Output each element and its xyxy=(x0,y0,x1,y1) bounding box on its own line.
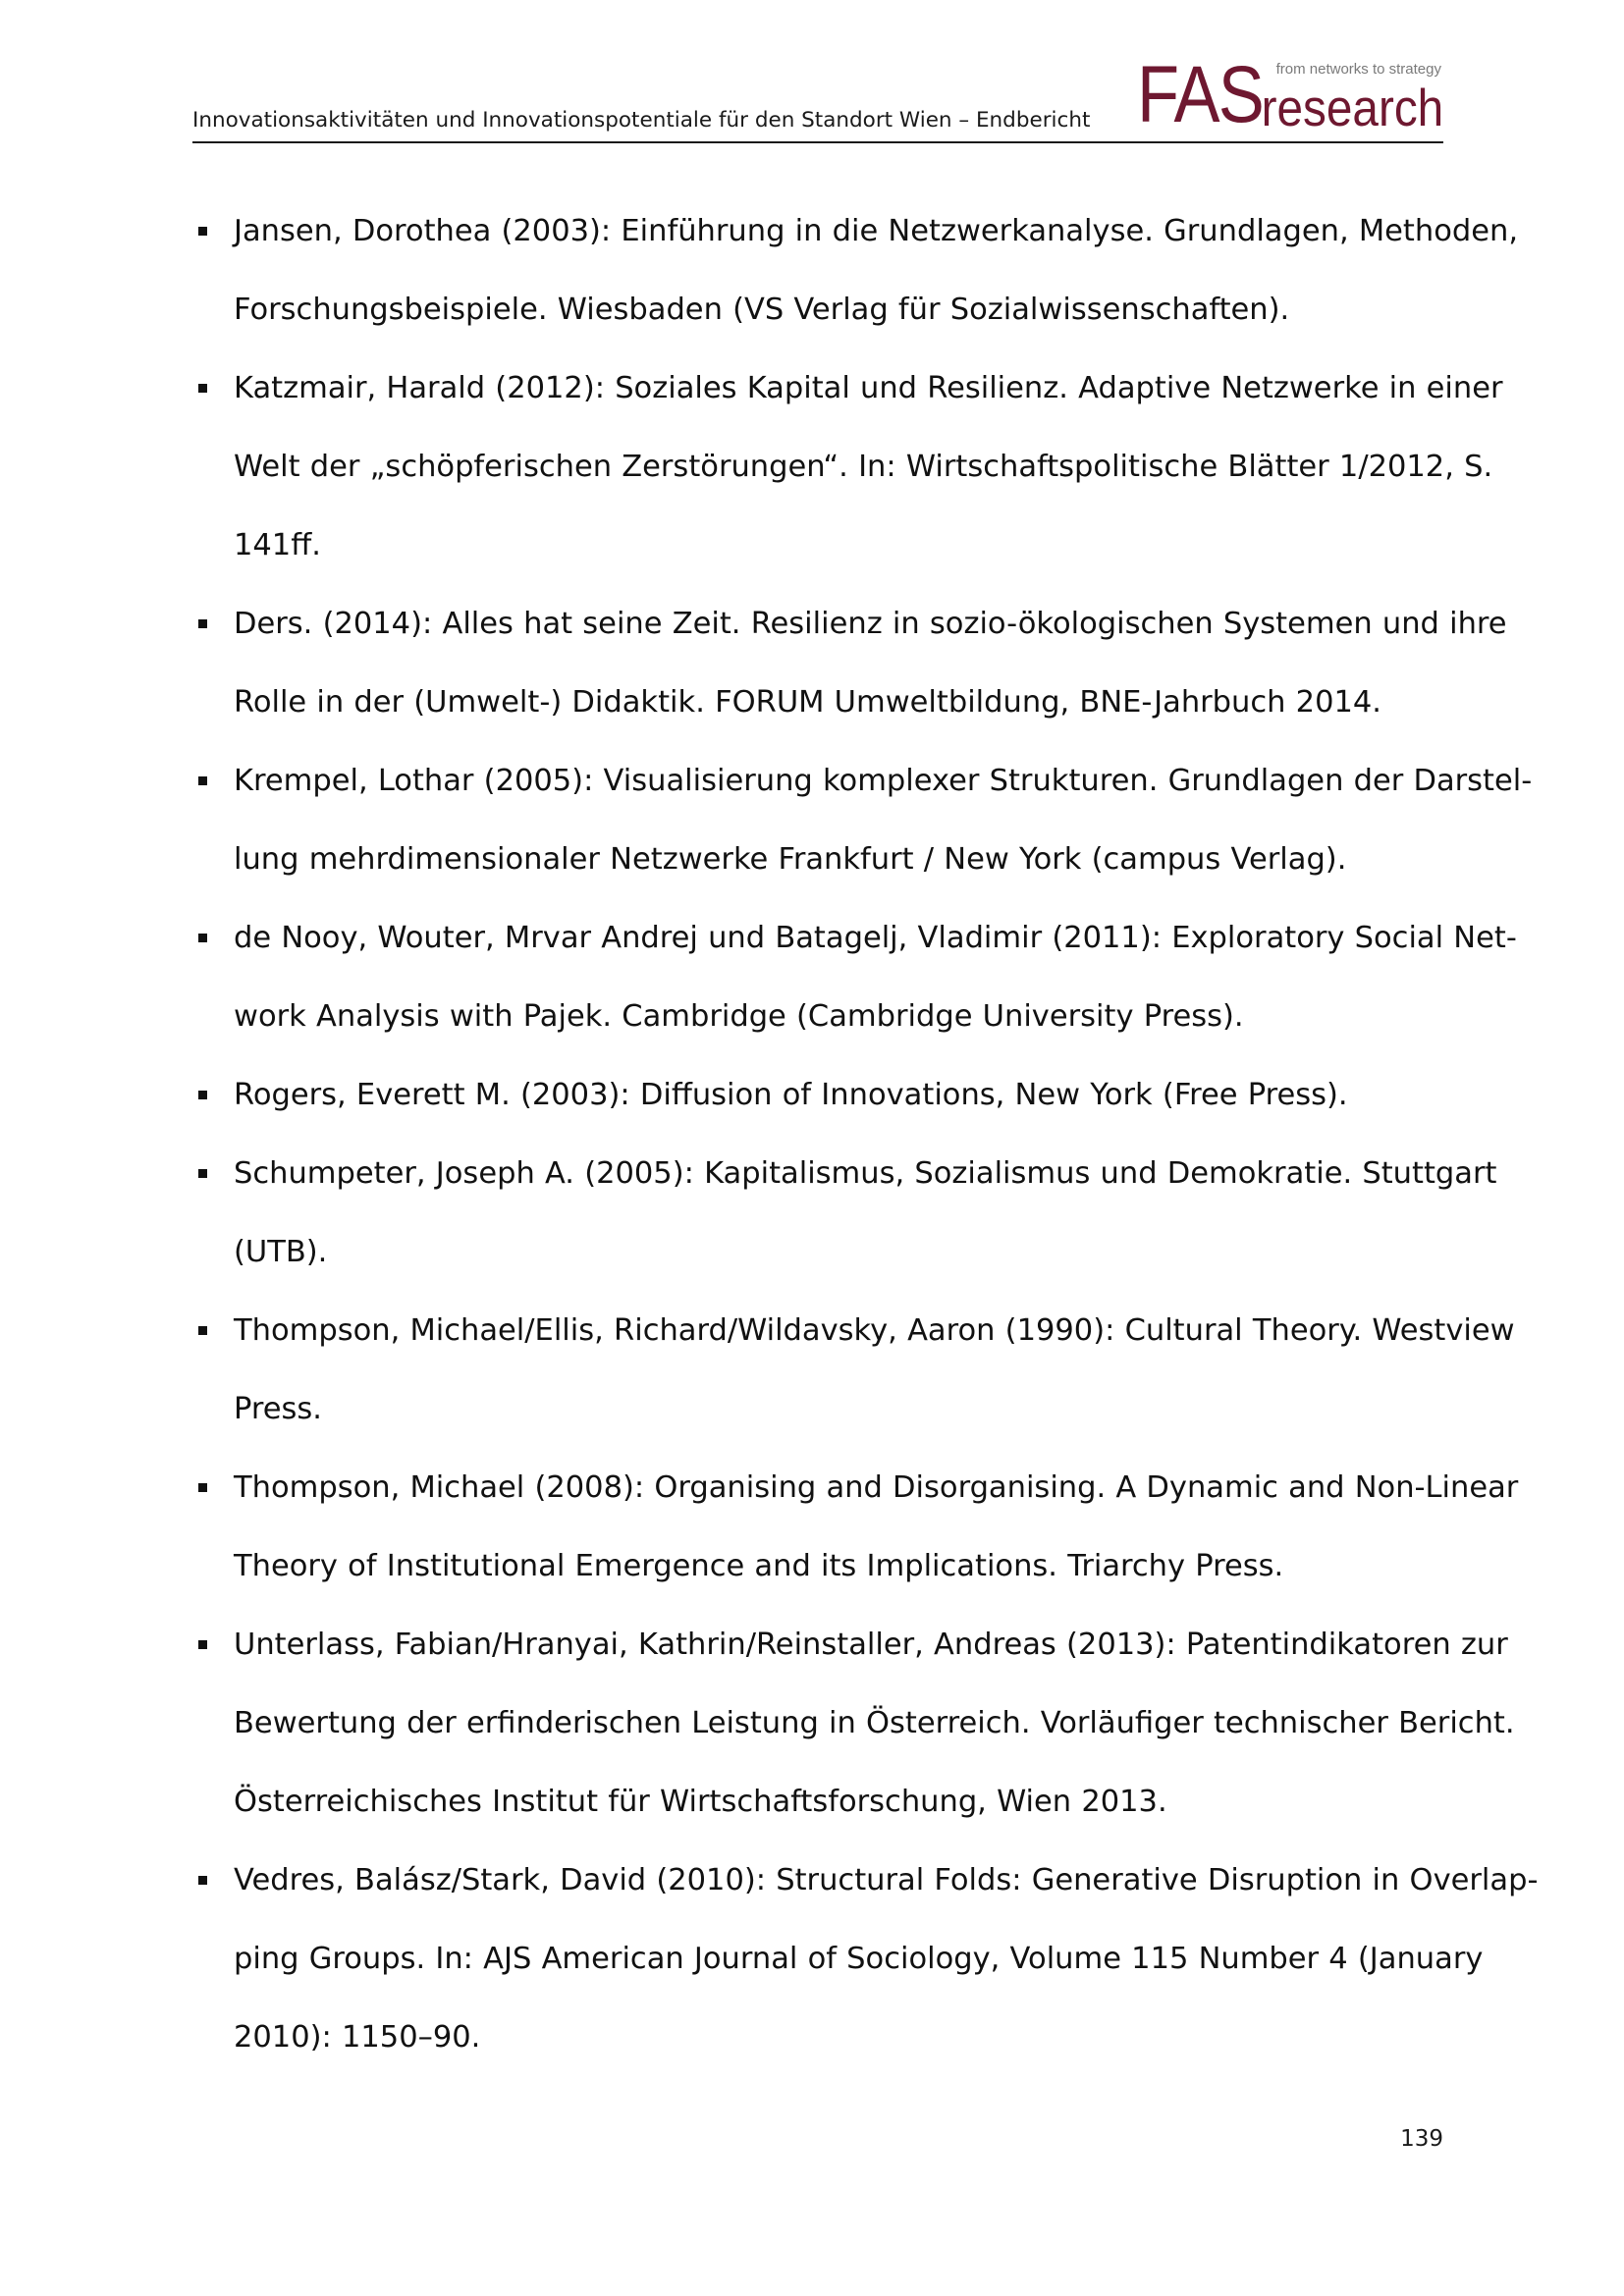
bullet-icon xyxy=(198,934,207,942)
reference-line: Vedres, Balász/Stark, David (2010): Structural Folds: Generative Disruption in Overlap- xyxy=(234,1863,1539,1897)
reference-line: Katzmair, Harald (2012): Soziales Kapital und Resilienz. Adaptive Netzwerke in einer xyxy=(234,371,1503,405)
reference-list xyxy=(192,192,1539,2077)
reference-line: Rogers, Everett M. (2003): Diffusion of Innovations, New York (Free Press). xyxy=(234,1078,1348,1112)
bullet-icon xyxy=(198,1169,207,1178)
reference-item xyxy=(192,1056,1443,1135)
bullet-icon xyxy=(198,776,207,785)
reference-item xyxy=(192,742,1533,899)
reference-line: lung mehrdimensionaler Netzwerke Frankfurt / New York (campus Verlag). xyxy=(234,842,1347,877)
page-header xyxy=(192,51,1443,143)
reference-item xyxy=(192,1449,1519,1606)
reference-line: Forschungsbeispiele. Wiesbaden (VS Verlag für Sozialwissenschaften). xyxy=(234,293,1290,327)
reference-line: Unterlass, Fabian/Hranyai, Kathrin/Reinstaller, Andreas (2013): Patentindikatoren zur xyxy=(234,1628,1508,1662)
bullet-icon xyxy=(198,384,207,393)
reference-line: Theory of Institutional Emergence and its Implications. Triarchy Press. xyxy=(234,1549,1284,1583)
fas-research-logo xyxy=(1137,50,1443,139)
header-title: Innovationsaktivitäten und Innovationspotentiale für den Standort Wien – Endbericht xyxy=(192,108,1091,133)
reference-line: (UTB). xyxy=(234,1235,328,1269)
reference-item xyxy=(192,1606,1515,1842)
bullet-icon xyxy=(198,1326,207,1335)
reference-line: Jansen, Dorothea (2003): Einführung in die Netzwerkanalyse. Grundlagen, Methoden, xyxy=(234,214,1519,248)
reference-line: de Nooy, Wouter, Mrvar Andrej und Batagelj, Vladimir (2011): Exploratory Social Net- xyxy=(234,921,1517,955)
reference-line: work Analysis with Pajek. Cambridge (Cambridge University Press). xyxy=(234,999,1244,1034)
reference-line: ping Groups. In: AJS American Journal of Sociology, Volume 115 Number 4 (January xyxy=(234,1942,1484,1976)
reference-line: 141ff. xyxy=(234,528,321,562)
bullet-icon xyxy=(198,1483,207,1492)
reference-line: Thompson, Michael (2008): Organising and Disorganising. A Dynamic and Non-Linear xyxy=(234,1470,1519,1505)
reference-line: 2010): 1150–90. xyxy=(234,2020,481,2055)
reference-item xyxy=(192,1842,1539,2077)
reference-item xyxy=(192,192,1519,349)
bullet-icon xyxy=(198,227,207,236)
reference-item xyxy=(192,585,1507,742)
reference-line: Thompson, Michael/Ellis, Richard/Wildavsky, Aaron (1990): Cultural Theory. Westview xyxy=(234,1313,1515,1348)
reference-line: Press. xyxy=(234,1392,322,1426)
bullet-icon xyxy=(198,1640,207,1649)
reference-line: Ders. (2014): Alles hat seine Zeit. Resilienz in sozio-ökologischen Systemen und ihre xyxy=(234,607,1507,641)
reference-line: Krempel, Lothar (2005): Visualisierung komplexer Strukturen. Grundlagen der Darstel- xyxy=(234,764,1533,798)
bullet-icon xyxy=(198,1091,207,1099)
reference-item xyxy=(192,349,1503,585)
reference-line: Welt der „schöpferischen Zerstörungen“. In: Wirtschaftspolitische Blätter 1/2012, S. xyxy=(234,450,1493,484)
reference-item xyxy=(192,1135,1497,1292)
reference-item xyxy=(192,1292,1515,1449)
reference-line: Rolle in der (Umwelt-) Didaktik. FORUM Umweltbildung, BNE-Jahrbuch 2014. xyxy=(234,685,1381,720)
bullet-icon xyxy=(198,1876,207,1885)
logo-research-text: research xyxy=(1261,80,1443,137)
reference-line: Bewertung der erfinderischen Leistung in Österreich. Vorläufiger technischer Bericht. xyxy=(234,1706,1515,1740)
reference-line: Schumpeter, Joseph A. (2005): Kapitalismus, Sozialismus und Demokratie. Stuttgart xyxy=(234,1156,1497,1191)
bullet-icon xyxy=(198,619,207,628)
logo-fas-text: FAS xyxy=(1137,50,1264,139)
page-number: 139 xyxy=(1400,2126,1443,2152)
reference-item xyxy=(192,899,1517,1056)
logo-tagline: from networks to strategy xyxy=(1275,61,1441,78)
reference-line: Österreichisches Institut für Wirtschaftsforschung, Wien 2013. xyxy=(234,1785,1167,1819)
